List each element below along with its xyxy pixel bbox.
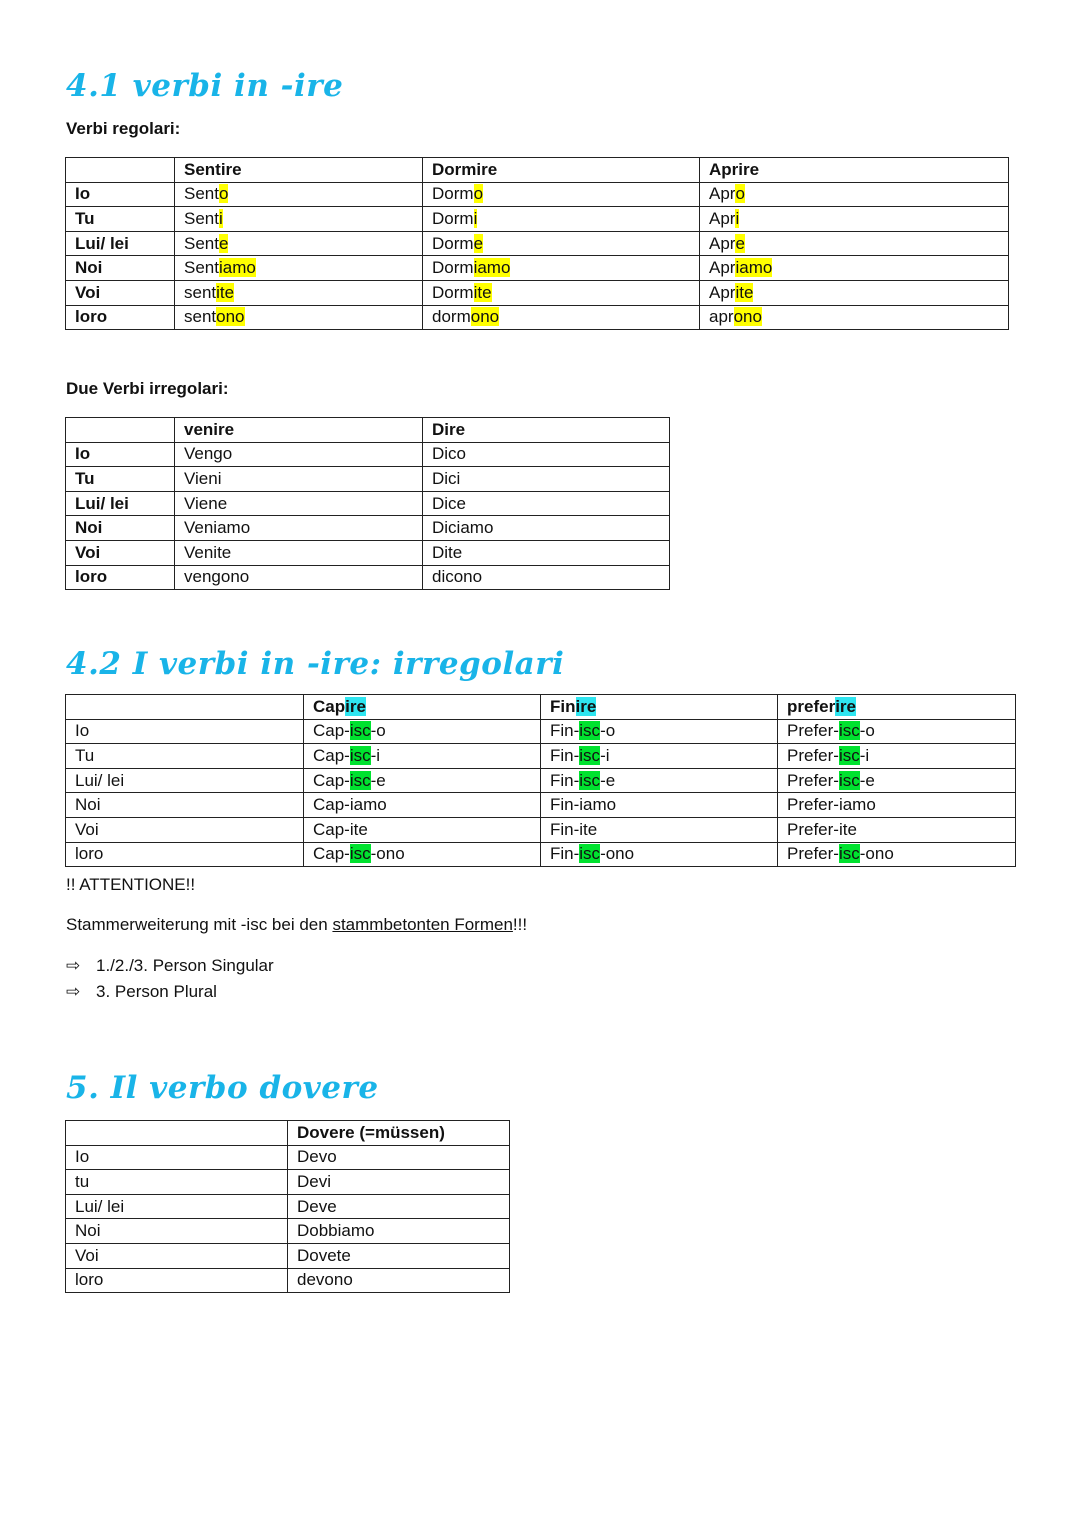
conjugation-cell — [700, 182, 1009, 207]
bullet-item — [66, 982, 217, 1002]
isc-infix-highlight: isc — [838, 770, 860, 790]
conjugation-cell — [304, 842, 541, 867]
conjugation-cell: Dice — [423, 491, 670, 516]
table-row — [66, 719, 1016, 744]
infinitive-ending-highlight: ire — [575, 696, 597, 716]
verb-stem: apr — [709, 307, 734, 327]
table-row — [66, 1219, 510, 1244]
conjugation-cell — [778, 842, 1016, 867]
verb-ending-highlight: e — [473, 233, 484, 253]
verb-ending-highlight: iamo — [473, 258, 511, 278]
verb-ending-highlight: iamo — [218, 258, 256, 278]
table-header-row — [66, 1121, 510, 1146]
conjugation-cell — [700, 231, 1009, 256]
table-row — [66, 1145, 510, 1170]
note-suffix: !!! — [512, 915, 528, 934]
irregular-verbs-table — [65, 417, 670, 590]
conjugation-cell — [423, 256, 700, 281]
header-cell: Dormire — [423, 158, 700, 183]
verb-ending-highlight: ono — [733, 307, 762, 327]
header-cell — [778, 695, 1016, 720]
verb-ending: -o — [370, 721, 386, 741]
verb-stem: Apr — [709, 282, 736, 302]
verb-ending: -o — [859, 721, 875, 741]
header-cell-empty — [66, 418, 175, 443]
verb-ending-highlight: o — [473, 184, 484, 204]
table-header-row — [66, 418, 670, 443]
verb-ending-highlight: ono — [470, 307, 500, 327]
verb-stem: prefer — [787, 696, 836, 716]
table-row — [66, 231, 1009, 256]
conjugation-cell — [423, 182, 700, 207]
conjugation-cell — [304, 817, 541, 842]
pronoun-cell: Io — [66, 719, 304, 744]
pronoun-cell: Lui/ lei — [66, 1194, 288, 1219]
verb-ending: -o — [600, 721, 616, 741]
verb-stem: Prefer- — [787, 745, 839, 765]
verb-stem: Prefer- — [787, 721, 839, 741]
table-row — [66, 305, 1009, 330]
verb-stem: Prefer-ite — [787, 819, 857, 839]
verb-stem: Apr — [709, 233, 736, 253]
verb-stem: Fin- — [550, 770, 580, 790]
conjugation-cell: Dovete — [288, 1243, 510, 1268]
isc-infix-highlight: isc — [579, 745, 601, 765]
conjugation-cell — [778, 744, 1016, 769]
table-row — [66, 565, 670, 590]
verb-stem: Fin — [550, 696, 576, 716]
table-row — [66, 817, 1016, 842]
verb-stem: Fin- — [550, 745, 580, 765]
conjugation-cell — [541, 842, 778, 867]
table-header-row — [66, 695, 1016, 720]
pronoun-cell: Noi — [66, 256, 175, 281]
table-row — [66, 1170, 510, 1195]
conjugation-cell — [175, 231, 423, 256]
verb-ending-highlight: ono — [216, 307, 245, 327]
pronoun-cell: Lui/ lei — [66, 491, 175, 516]
pronoun-cell: Tu — [66, 207, 175, 232]
verb-stem: sent — [184, 307, 217, 327]
verb-stem: Apr — [709, 208, 736, 228]
pronoun-cell: loro — [66, 565, 175, 590]
bullet-text: 3. Person Plural — [96, 982, 217, 1001]
pronoun-cell: Noi — [66, 516, 175, 541]
verb-stem: Cap-ite — [313, 819, 368, 839]
section-heading-4-2: 4.2 I verbi in -ire: irregolari — [66, 646, 565, 682]
verb-stem: Fin-ite — [550, 819, 598, 839]
attention-note: !! ATTENTIONE!! — [66, 875, 196, 894]
note-prefix: Stammerweiterung mit -isc bei den — [66, 915, 333, 934]
conjugation-cell: Viene — [175, 491, 423, 516]
conjugation-cell — [175, 207, 423, 232]
verb-ending: -i — [859, 745, 870, 765]
stem-extension-note — [66, 915, 527, 935]
verb-ending-highlight: i — [473, 208, 478, 228]
verb-stem: Dorm — [432, 258, 474, 278]
header-cell — [541, 695, 778, 720]
verb-ending-highlight: i — [735, 208, 740, 228]
isc-infix-highlight: isc — [579, 770, 601, 790]
isc-infix-highlight: isc — [349, 745, 371, 765]
conjugation-cell: Dici — [423, 467, 670, 492]
header-cell-empty — [66, 1121, 288, 1146]
regular-verbs-table — [65, 157, 1009, 330]
section-heading-4-1: 4.1 verbi in -ire — [66, 68, 344, 104]
pronoun-cell: Noi — [66, 1219, 288, 1244]
table-row — [66, 442, 670, 467]
isc-infix-highlight: isc — [579, 844, 601, 864]
verb-stem: Cap-iamo — [313, 795, 387, 815]
verb-ending-highlight: ite — [216, 282, 235, 302]
conjugation-cell: vengono — [175, 565, 423, 590]
infinitive-ending-highlight: ire — [835, 696, 856, 716]
verb-stem: Fin- — [550, 721, 580, 741]
verb-ending-highlight: o — [735, 184, 745, 204]
isc-infix-highlight: isc — [349, 721, 371, 741]
conjugation-cell: Vieni — [175, 467, 423, 492]
pronoun-cell: Io — [66, 442, 175, 467]
verb-ending-highlight: e — [735, 233, 745, 253]
conjugation-cell — [541, 744, 778, 769]
conjugation-cell: Deve — [288, 1194, 510, 1219]
verb-stem: Cap- — [313, 745, 350, 765]
conjugation-cell — [175, 256, 423, 281]
conjugation-cell — [304, 719, 541, 744]
conjugation-cell: Veniamo — [175, 516, 423, 541]
table-row — [66, 768, 1016, 793]
verb-stem: sent — [184, 282, 217, 302]
table-row — [66, 793, 1016, 818]
table-row — [66, 540, 670, 565]
verb-stem: Dorm — [432, 208, 474, 228]
bullet-text: 1./2./3. Person Singular — [96, 956, 274, 975]
pronoun-cell: loro — [66, 305, 175, 330]
conjugation-cell — [175, 280, 423, 305]
verb-ending-highlight: ite — [735, 282, 754, 302]
table-row — [66, 744, 1016, 769]
verb-stem: Apr — [709, 258, 736, 278]
verb-stem: Prefer- — [787, 770, 839, 790]
note-underlined: stammbetonten Formen — [332, 915, 513, 934]
conjugation-cell — [423, 207, 700, 232]
table-row — [66, 207, 1009, 232]
bullet-item — [66, 956, 274, 976]
conjugation-cell — [700, 280, 1009, 305]
conjugation-cell: dicono — [423, 565, 670, 590]
pronoun-cell: tu — [66, 1170, 288, 1195]
conjugation-cell: devono — [288, 1268, 510, 1293]
pronoun-cell: Noi — [66, 793, 304, 818]
section-heading-5: 5. Il verbo dovere — [66, 1070, 379, 1106]
isc-infix-highlight: isc — [838, 721, 860, 741]
conjugation-cell: Dobbiamo — [288, 1219, 510, 1244]
table-row — [66, 182, 1009, 207]
verb-stem: Dorm — [432, 184, 474, 204]
verb-ending: -e — [600, 770, 616, 790]
header-cell-empty — [66, 695, 304, 720]
conjugation-cell — [304, 793, 541, 818]
verb-stem: Cap- — [313, 844, 350, 864]
pronoun-cell: Io — [66, 182, 175, 207]
conjugation-cell: Devi — [288, 1170, 510, 1195]
verb-stem: Dorm — [432, 233, 474, 253]
conjugation-cell — [423, 231, 700, 256]
header-cell: Aprire — [700, 158, 1009, 183]
conjugation-cell — [541, 793, 778, 818]
verb-ending-highlight: o — [218, 184, 229, 204]
pronoun-cell: Voi — [66, 817, 304, 842]
pronoun-cell: Tu — [66, 467, 175, 492]
isc-infix-highlight: isc — [838, 745, 860, 765]
isc-infix-highlight: isc — [349, 844, 371, 864]
verb-stem: Fin- — [550, 844, 580, 864]
pronoun-cell: Tu — [66, 744, 304, 769]
verb-stem: Apr — [709, 184, 736, 204]
table-row — [66, 280, 1009, 305]
conjugation-cell — [175, 182, 423, 207]
conjugation-cell: Dite — [423, 540, 670, 565]
verb-ending-highlight: i — [218, 208, 223, 228]
subheading-regular-verbs: Verbi regolari: — [66, 119, 181, 138]
conjugation-cell — [778, 793, 1016, 818]
table-row — [66, 256, 1009, 281]
conjugation-cell: Vengo — [175, 442, 423, 467]
verb-stem: Dorm — [432, 282, 474, 302]
conjugation-cell — [778, 719, 1016, 744]
conjugation-cell — [700, 256, 1009, 281]
verb-stem: Sent — [184, 184, 219, 204]
verb-ending: -ono — [600, 844, 635, 864]
verb-stem: dorm — [432, 307, 471, 327]
arrow-right-icon: ⇨ — [66, 956, 81, 975]
conjugation-cell — [423, 305, 700, 330]
verb-stem: Prefer-iamo — [787, 795, 876, 815]
table-row — [66, 516, 670, 541]
verb-stem: Prefer- — [787, 844, 839, 864]
isc-infix-highlight: isc — [349, 770, 371, 790]
isc-infix-highlight: isc — [838, 844, 860, 864]
verb-ending: -ono — [370, 844, 405, 864]
table-row — [66, 1268, 510, 1293]
header-cell-empty — [66, 158, 175, 183]
verb-ending: -ono — [859, 844, 894, 864]
verb-ending-highlight: iamo — [735, 258, 773, 278]
subheading-irregular-verbs: Due Verbi irregolari: — [66, 379, 229, 398]
conjugation-cell: Devo — [288, 1145, 510, 1170]
pronoun-cell: Lui/ lei — [66, 768, 304, 793]
pronoun-cell: Voi — [66, 1243, 288, 1268]
conjugation-cell: Dico — [423, 442, 670, 467]
header-cell: venire — [175, 418, 423, 443]
verb-ending: -e — [859, 770, 875, 790]
verb-stem: Fin-iamo — [550, 795, 617, 815]
verb-stem: Cap- — [313, 721, 350, 741]
table-row — [66, 491, 670, 516]
conjugation-cell — [304, 768, 541, 793]
table-row — [66, 1194, 510, 1219]
pronoun-cell: Lui/ lei — [66, 231, 175, 256]
pronoun-cell: loro — [66, 842, 304, 867]
conjugation-cell: Diciamo — [423, 516, 670, 541]
conjugation-cell — [175, 305, 423, 330]
verb-ending: -e — [370, 770, 386, 790]
table-row — [66, 842, 1016, 867]
pronoun-cell: loro — [66, 1268, 288, 1293]
pronoun-cell: Voi — [66, 540, 175, 565]
verb-stem: Cap — [313, 696, 346, 716]
header-cell: Sentire — [175, 158, 423, 183]
isc-infix-highlight: isc — [579, 721, 601, 741]
header-cell: Dovere (=müssen) — [288, 1121, 510, 1146]
conjugation-cell — [778, 817, 1016, 842]
conjugation-cell: Venite — [175, 540, 423, 565]
verb-stem: Sent — [184, 258, 219, 278]
infinitive-ending-highlight: ire — [345, 696, 366, 716]
conjugation-cell — [541, 719, 778, 744]
conjugation-cell — [700, 305, 1009, 330]
conjugation-cell — [700, 207, 1009, 232]
verb-ending: -i — [600, 745, 610, 765]
verb-stem: Sent — [184, 233, 219, 253]
verb-ending-highlight: ite — [473, 282, 492, 302]
conjugation-cell — [304, 744, 541, 769]
arrow-right-icon: ⇨ — [66, 982, 81, 1001]
pronoun-cell: Voi — [66, 280, 175, 305]
conjugation-cell — [778, 768, 1016, 793]
header-cell: Dire — [423, 418, 670, 443]
pronoun-cell: Io — [66, 1145, 288, 1170]
verb-stem: Sent — [184, 208, 219, 228]
table-row — [66, 467, 670, 492]
header-cell — [304, 695, 541, 720]
conjugation-cell — [541, 768, 778, 793]
verb-ending-highlight: e — [218, 233, 229, 253]
conjugation-cell — [541, 817, 778, 842]
table-row — [66, 1243, 510, 1268]
conjugation-cell — [423, 280, 700, 305]
table-header-row — [66, 158, 1009, 183]
verb-ending: -i — [370, 745, 381, 765]
dovere-table — [65, 1120, 510, 1293]
isc-verbs-table — [65, 694, 1016, 867]
verb-stem: Cap- — [313, 770, 350, 790]
